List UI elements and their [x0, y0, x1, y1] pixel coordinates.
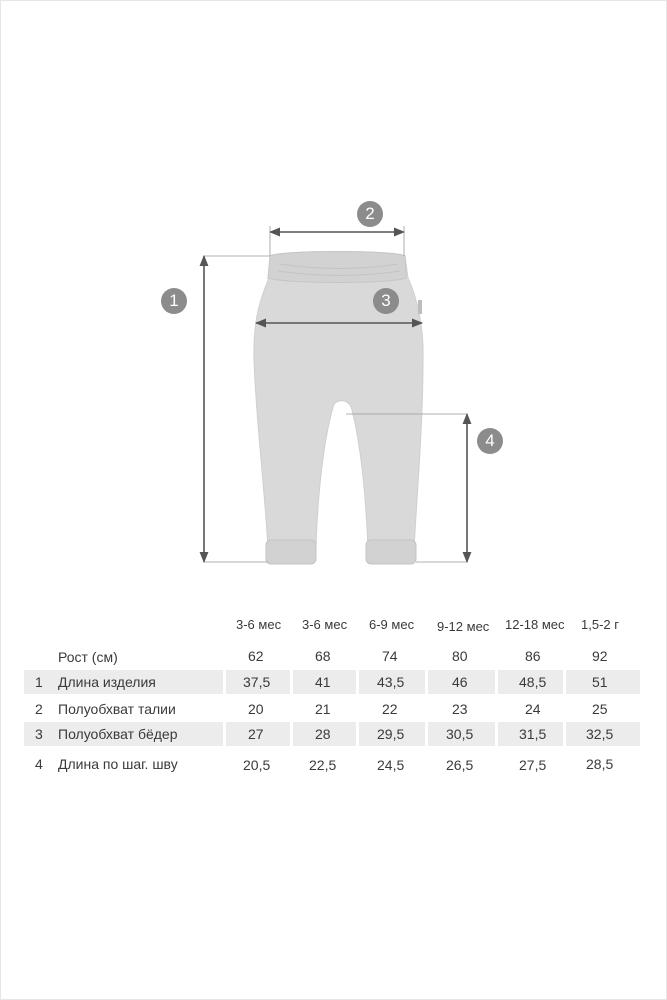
row-label: Длина по шаг. шву — [58, 756, 178, 772]
table-cell: 86 — [525, 648, 541, 664]
table-cell: 24 — [525, 701, 541, 717]
row-label: Длина изделия — [58, 674, 156, 690]
band-separator — [290, 722, 293, 746]
right-cuff — [366, 540, 416, 564]
marker-4-badge: 4 — [477, 428, 503, 454]
band-separator — [356, 722, 359, 746]
table-cell: 46 — [452, 674, 468, 690]
band-separator — [563, 722, 566, 746]
marker-2-badge: 2 — [357, 201, 383, 227]
column-header: 9-12 мес — [437, 619, 490, 634]
band-separator — [563, 670, 566, 694]
band-separator — [425, 722, 428, 746]
table-cell: 22,5 — [309, 757, 337, 773]
pants-waistband — [268, 252, 406, 283]
band-separator — [290, 670, 293, 694]
table-cell: 68 — [315, 648, 331, 664]
table-cell: 37,5 — [243, 674, 271, 690]
row-number: 4 — [35, 756, 43, 772]
table-cell: 62 — [248, 648, 264, 664]
column-header: 3-6 мес — [302, 617, 348, 632]
marker-3-badge: 3 — [373, 288, 399, 314]
table-cell: 43,5 — [377, 674, 405, 690]
table-cell: 48,5 — [519, 674, 547, 690]
row-number: 1 — [35, 674, 43, 690]
table-cell: 28,5 — [586, 756, 614, 772]
table-cell: 20,5 — [243, 757, 271, 773]
marker-1-badge: 1 — [161, 288, 187, 314]
table-cell: 21 — [315, 701, 331, 717]
table-cell: 22 — [382, 701, 398, 717]
column-header: 1,5-2 г — [581, 617, 619, 632]
band-separator — [495, 722, 498, 746]
table-cell: 32,5 — [586, 726, 614, 742]
table-cell: 92 — [592, 648, 608, 664]
table-cell: 29,5 — [377, 726, 405, 742]
table-cell: 27 — [248, 726, 264, 742]
table-cell: 26,5 — [446, 757, 474, 773]
table-cell: 51 — [592, 674, 608, 690]
band-separator — [425, 670, 428, 694]
row-label: Полуобхват талии — [58, 701, 176, 717]
table-cell: 74 — [382, 648, 398, 664]
brand-tag — [418, 300, 422, 314]
table-cell: 31,5 — [519, 726, 547, 742]
table-cell: 23 — [452, 701, 468, 717]
row-label: Полуобхват бёдер — [58, 726, 178, 742]
column-header: 6-9 мес — [369, 617, 415, 632]
table-cell: 28 — [315, 726, 331, 742]
table-cell: 25 — [592, 701, 608, 717]
table-cell: 24,5 — [377, 757, 405, 773]
row-number: 3 — [35, 726, 43, 742]
band-separator — [223, 722, 226, 746]
column-header: 3-6 мес — [236, 617, 282, 632]
row-label: Рост (см) — [58, 649, 118, 665]
band-separator — [223, 670, 226, 694]
left-cuff — [266, 540, 316, 564]
column-header: 12-18 мес — [505, 617, 565, 632]
table-cell: 41 — [315, 674, 331, 690]
table-cell: 20 — [248, 701, 264, 717]
band-separator — [356, 670, 359, 694]
band-separator — [495, 670, 498, 694]
table-cell: 80 — [452, 648, 468, 664]
table-cell: 27,5 — [519, 757, 547, 773]
row-number: 2 — [35, 701, 43, 717]
table-cell: 30,5 — [446, 726, 474, 742]
